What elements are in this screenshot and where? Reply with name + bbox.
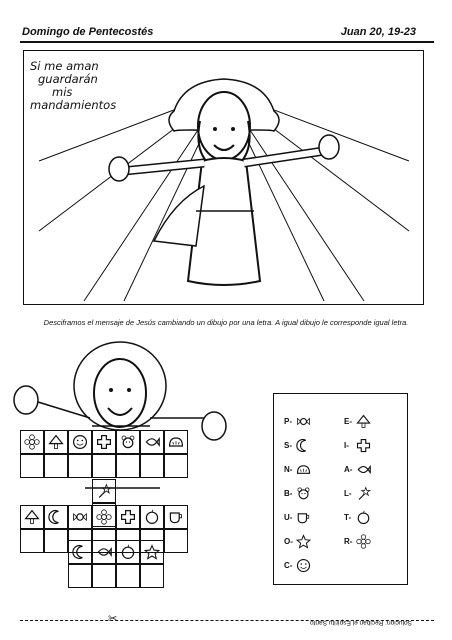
apple-icon <box>144 509 160 525</box>
moon-icon <box>48 509 64 525</box>
puzzle-cell <box>164 505 188 529</box>
moon-icon <box>296 438 311 453</box>
bear-icon <box>120 434 136 450</box>
answer-cell[interactable] <box>164 529 188 553</box>
answer-cell[interactable] <box>68 564 92 588</box>
wand-icon <box>96 483 112 499</box>
key-letter: L- <box>344 489 352 498</box>
quote-line: guardarán <box>38 72 98 86</box>
answer-cell[interactable] <box>44 454 68 478</box>
flower-icon <box>96 509 112 525</box>
key-row <box>284 510 311 525</box>
flower-icon <box>356 534 371 549</box>
triangle-icon <box>48 434 64 450</box>
key-letter: P- <box>284 417 292 426</box>
scripture-quote <box>30 60 140 112</box>
apple-icon <box>356 510 371 525</box>
key-letter: S- <box>284 441 292 450</box>
candy-icon <box>296 414 311 429</box>
key-row <box>284 438 311 453</box>
puzzle-cell <box>92 505 116 529</box>
solution-text: Solucion: Reciban el Espíritu Santo <box>310 619 412 626</box>
answer-cell[interactable] <box>20 454 44 478</box>
bear-icon <box>296 486 311 501</box>
key-letter: B- <box>284 489 293 498</box>
fish-icon <box>144 434 160 450</box>
key-letter: C- <box>284 561 293 570</box>
puzzle-cell <box>92 479 116 503</box>
key-letter: E- <box>344 417 352 426</box>
puzzle-cell <box>68 505 92 529</box>
moon-icon <box>72 544 88 560</box>
key-letter: O- <box>284 537 293 546</box>
triangle-icon <box>356 414 371 429</box>
puzzle-cell <box>44 505 68 529</box>
puzzle-cell <box>140 505 164 529</box>
key-letter: N- <box>284 465 293 474</box>
answer-cell[interactable] <box>44 529 68 553</box>
bread-icon <box>296 462 311 477</box>
scissors-icon: ✂ <box>108 613 118 625</box>
key-letter: I- <box>344 441 349 450</box>
bible-reference: Juan 20, 19-23 <box>340 26 416 38</box>
answer-cell[interactable] <box>92 454 116 478</box>
puzzle-cell <box>20 505 44 529</box>
key-row <box>284 558 311 573</box>
triangle-icon <box>24 509 40 525</box>
cross-icon <box>356 438 371 453</box>
answer-cell[interactable] <box>140 564 164 588</box>
candy-icon <box>72 509 88 525</box>
wand-icon <box>356 486 371 501</box>
key-row <box>284 486 311 501</box>
puzzle-cell <box>116 505 140 529</box>
star-icon <box>296 534 311 549</box>
key-row <box>344 462 371 477</box>
star-icon <box>144 544 160 560</box>
key-row <box>284 414 311 429</box>
puzzle-cell <box>20 430 44 454</box>
key-row <box>284 534 311 549</box>
answer-cell[interactable] <box>140 454 164 478</box>
cross-icon <box>96 434 112 450</box>
quote-line: Si me aman <box>30 59 99 73</box>
puzzle-cell <box>140 430 164 454</box>
puzzle-cell <box>116 540 140 564</box>
puzzle-cell <box>44 430 68 454</box>
key-row <box>344 438 371 453</box>
apple-icon <box>120 544 136 560</box>
fish-icon <box>96 544 112 560</box>
answer-cell[interactable] <box>116 454 140 478</box>
puzzle-cell <box>92 540 116 564</box>
key-row <box>344 510 371 525</box>
answer-cell[interactable] <box>68 454 92 478</box>
puzzle-cell <box>116 430 140 454</box>
key-letter: U- <box>284 513 293 522</box>
answer-cell[interactable] <box>20 529 44 553</box>
puzzle-cell <box>140 540 164 564</box>
fish-icon <box>356 462 371 477</box>
puzzle-cell <box>68 430 92 454</box>
puzzle-cell <box>92 430 116 454</box>
answer-cell[interactable] <box>116 564 140 588</box>
key-letter: A- <box>344 465 353 474</box>
key-row <box>344 486 371 501</box>
answer-cell[interactable] <box>164 454 188 478</box>
flower-icon <box>24 434 40 450</box>
bread-icon <box>168 434 184 450</box>
quote-line: mis <box>52 85 73 99</box>
smiley-icon <box>296 558 311 573</box>
key-row <box>344 534 371 549</box>
puzzle-cell <box>68 540 92 564</box>
quote-line: mandamientos <box>30 98 117 112</box>
key-row <box>284 462 311 477</box>
smiley-icon <box>72 434 88 450</box>
cross-icon <box>120 509 136 525</box>
page-title: Domingo de Pentecostés <box>22 26 154 38</box>
cipher-key-box <box>273 393 408 585</box>
key-letter: T- <box>344 513 352 522</box>
key-row <box>344 414 371 429</box>
puzzle-cell <box>164 430 188 454</box>
header-rule <box>20 41 434 43</box>
key-letter: R- <box>344 537 353 546</box>
answer-cell[interactable] <box>92 564 116 588</box>
cup-icon <box>296 510 311 525</box>
instructions-text: Desciframos el mensaje de Jesús cambiando un dibujo por una letra. A igual dibujo le corresponde igual letra. <box>43 318 409 327</box>
cup-icon <box>168 509 184 525</box>
